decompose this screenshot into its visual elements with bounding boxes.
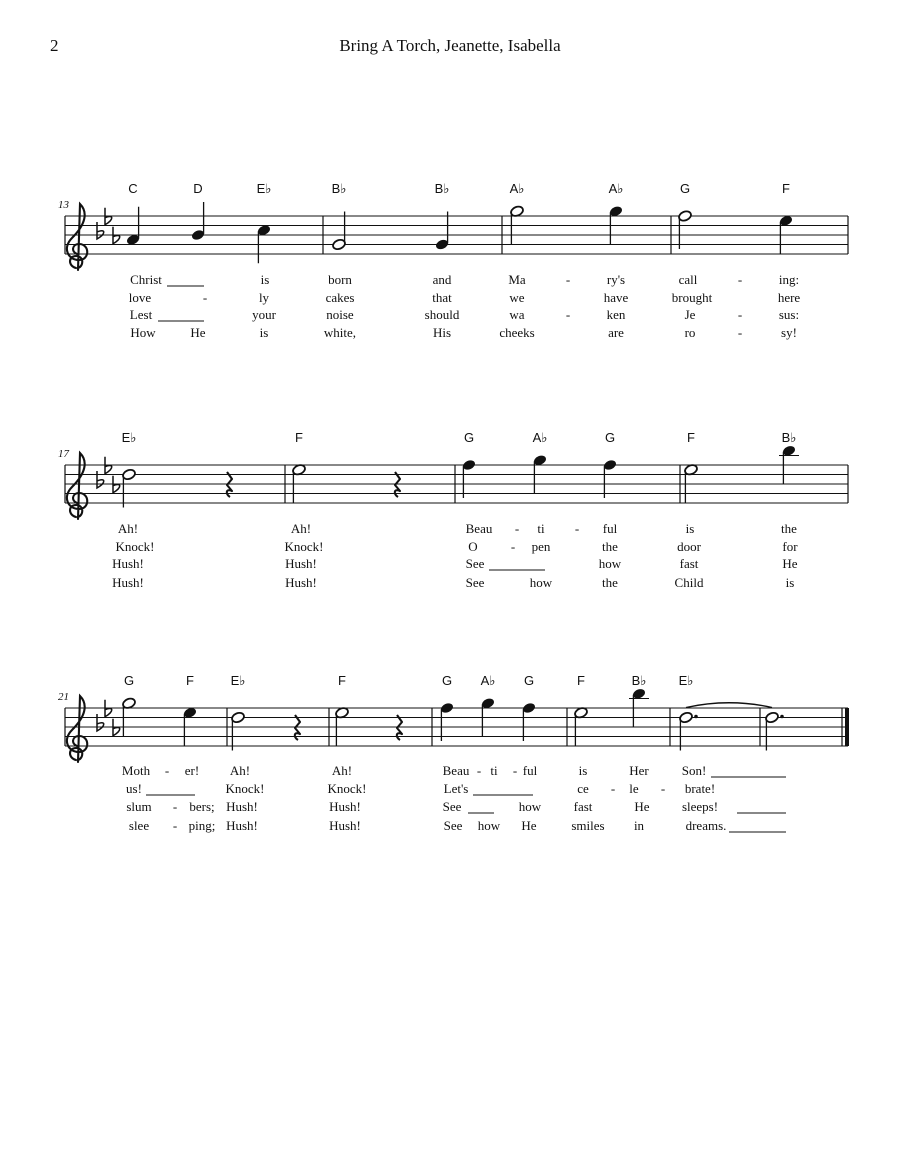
lyric-syllable: born (328, 272, 352, 287)
lyric-syllable: ping; (188, 818, 216, 833)
lyric-syllable: are (608, 325, 624, 340)
lyric-syllable: Ah! (331, 763, 353, 778)
lyric-syllable: slee (128, 818, 150, 833)
lyric-syllable: Knock! (225, 781, 265, 796)
chord-symbol: E♭ (678, 673, 694, 688)
lyric-syllable: noise (326, 307, 354, 322)
treble-clef-icon (67, 453, 87, 519)
chord-symbol: G (523, 673, 535, 688)
lyric-syllable: - (514, 521, 520, 536)
lyric-syllable: - (660, 781, 666, 796)
lyric-syllable: ro (684, 325, 696, 340)
lyric-syllable: Son! (681, 763, 707, 778)
final-barline-thick (845, 708, 849, 746)
lyric-syllable: He (782, 556, 798, 571)
lyric-syllable: bers; (189, 799, 215, 814)
lyric-syllable: Beau (442, 763, 470, 778)
lyric-syllable: Knock! (284, 539, 324, 554)
lyric-syllable: call (678, 272, 698, 287)
chord-symbol: E♭ (230, 673, 246, 688)
lyric-syllable: cakes (325, 290, 355, 305)
chord-symbol: A♭ (509, 181, 525, 196)
lyric-syllable: wa (509, 307, 525, 322)
lyric-syllable: Beau (465, 521, 493, 536)
flat-icon (97, 222, 104, 239)
lyric-syllable: we (509, 290, 525, 305)
lyric-syllable: Ah! (290, 521, 312, 536)
lyric-syllable: Her (629, 763, 649, 778)
lyric-syllable: ry's (606, 272, 626, 287)
lyric-syllable: See (465, 575, 485, 590)
lyric-syllable: Hush! (226, 799, 258, 814)
lyric-syllable: ti (490, 763, 498, 778)
chord-symbol: F (186, 673, 194, 688)
lyric-syllable: Je (684, 307, 696, 322)
chord-symbol: A♭ (532, 430, 548, 445)
lyric-syllable: how (598, 556, 622, 571)
lyric-syllable: Hush! (285, 575, 317, 590)
lyric-syllable: is (578, 763, 588, 778)
lyric-syllable: the (602, 575, 618, 590)
lyric-syllable: - (610, 781, 616, 796)
page-title: Bring A Torch, Jeanette, Isabella (339, 36, 561, 55)
chord-symbol: E♭ (256, 181, 272, 196)
lyric-syllable: How (130, 325, 156, 340)
chord-symbol: B♭ (331, 181, 347, 196)
lyric-syllable: ing: (778, 272, 800, 287)
lyric-syllable: how (529, 575, 553, 590)
lyric-syllable: - (172, 799, 178, 814)
lyric-syllable: ken (606, 307, 626, 322)
staff-system (58, 181, 848, 340)
lyric-syllable: See (442, 799, 462, 814)
lyric-syllable: here (777, 290, 801, 305)
chord-symbol: B♭ (781, 430, 797, 445)
lyric-syllable: how (518, 799, 542, 814)
lyric-syllable: should (424, 307, 460, 322)
lyric-syllable: fast (679, 556, 699, 571)
lyric-syllable: Christ (130, 272, 162, 287)
chord-symbol: B♭ (631, 673, 647, 688)
treble-clef-icon (67, 204, 87, 270)
staff-system (58, 430, 848, 590)
measure-number: 17 (58, 448, 69, 460)
lyric-syllable: sleeps! (681, 799, 719, 814)
lyric-syllable: Hush! (329, 799, 361, 814)
lyric-syllable: O (468, 539, 478, 554)
chord-symbol: F (782, 181, 790, 196)
lyric-syllable: - (737, 325, 743, 340)
lyric-syllable: - (565, 307, 571, 322)
lyric-syllable: Hush! (285, 556, 317, 571)
chord-symbol: G (441, 673, 453, 688)
lyric-syllable: le (629, 781, 639, 796)
chord-symbol: F (295, 430, 303, 445)
staff-system (58, 673, 849, 833)
lyric-syllable: Ma (508, 272, 526, 287)
lyric-syllable: - (510, 539, 516, 554)
lyric-syllable: sus: (778, 307, 800, 322)
lyric-syllable: er! (184, 763, 200, 778)
chord-symbol: G (123, 673, 135, 688)
lyric-syllable: love (128, 290, 152, 305)
lyric-syllable: ly (258, 290, 270, 305)
chord-symbol: F (577, 673, 585, 688)
lyric-syllable: Let's (443, 781, 469, 796)
chord-symbol: A♭ (608, 181, 624, 196)
dot (780, 715, 784, 719)
lyric-syllable: that (432, 290, 452, 305)
lyric-syllable: brate! (684, 781, 716, 796)
measure-number: 13 (58, 199, 69, 211)
lyric-syllable: Moth (121, 763, 151, 778)
lyric-syllable: He (634, 799, 650, 814)
lyric-syllable: sy! (781, 325, 797, 340)
chord-symbol: F (338, 673, 346, 688)
lyric-syllable: slum (126, 799, 152, 814)
lyric-syllable: smiles (571, 818, 605, 833)
lyric-syllable: - (737, 307, 743, 322)
lyric-syllable: is (685, 521, 695, 536)
lyric-syllable: have (603, 290, 629, 305)
lyric-syllable: Ah! (117, 521, 139, 536)
lyric-syllable: brought (671, 290, 713, 305)
lyric-syllable: Knock! (115, 539, 155, 554)
measure-number: 21 (58, 691, 69, 703)
lyric-syllable: See (443, 818, 463, 833)
lyric-syllable: how (477, 818, 501, 833)
lyric-syllable: He (521, 818, 537, 833)
lyric-syllable: - (737, 272, 743, 287)
lyric-syllable: ti (537, 521, 545, 536)
lyric-syllable: Ah! (229, 763, 251, 778)
lyric-syllable: He (190, 325, 206, 340)
chord-symbol: E♭ (121, 430, 137, 445)
lyric-syllable: ful (522, 763, 538, 778)
dot (694, 715, 698, 719)
lyric-syllable: Lest (129, 307, 153, 322)
lyric-syllable: - (512, 763, 518, 778)
page-number: 2 (50, 36, 59, 55)
lyric-syllable: - (172, 818, 178, 833)
lyric-syllable: is (259, 325, 269, 340)
chord-symbol: C (128, 181, 138, 196)
lyric-syllable: the (602, 539, 618, 554)
lyric-syllable: - (574, 521, 580, 536)
chord-symbol: G (679, 181, 691, 196)
chord-symbol: D (193, 181, 203, 196)
chord-symbol: G (463, 430, 475, 445)
lyric-syllable: ce (577, 781, 589, 796)
lyric-syllable: us! (126, 781, 142, 796)
lyric-syllable: ful (602, 521, 618, 536)
lyric-syllable: and (432, 272, 452, 287)
lyric-syllable: - (565, 272, 571, 287)
lyric-syllable: dreams. (685, 818, 727, 833)
tie (686, 703, 772, 708)
lyric-syllable: in (633, 818, 645, 833)
lyric-syllable: for (782, 539, 798, 554)
flat-icon (97, 471, 104, 488)
lyric-syllable: cheeks (499, 325, 535, 340)
lyric-syllable: See (465, 556, 485, 571)
lyric-syllable: your (252, 307, 276, 322)
lyric-syllable: is (260, 272, 270, 287)
chord-symbol: G (604, 430, 616, 445)
flat-icon (97, 714, 104, 731)
lyric-syllable: door (677, 539, 701, 554)
lyric-syllable: white, (323, 325, 357, 340)
lyric-syllable: - (164, 763, 170, 778)
lyric-syllable: Child (674, 575, 704, 590)
lyric-syllable: is (785, 575, 795, 590)
lyric-syllable: Hush! (226, 818, 258, 833)
lyric-syllable: the (781, 521, 797, 536)
treble-clef-icon (67, 696, 87, 762)
lyric-syllable: His (432, 325, 452, 340)
lyric-syllable: Hush! (112, 556, 144, 571)
lyric-syllable: Hush! (329, 818, 361, 833)
lyric-syllable: - (202, 290, 208, 305)
lyric-syllable: Knock! (327, 781, 367, 796)
chord-symbol: A♭ (480, 673, 496, 688)
lyric-syllable: Hush! (112, 575, 144, 590)
lyric-syllable: fast (573, 799, 593, 814)
chord-symbol: F (687, 430, 695, 445)
lyric-syllable: - (476, 763, 482, 778)
chord-symbol: B♭ (434, 181, 450, 196)
lyric-syllable: pen (531, 539, 551, 554)
